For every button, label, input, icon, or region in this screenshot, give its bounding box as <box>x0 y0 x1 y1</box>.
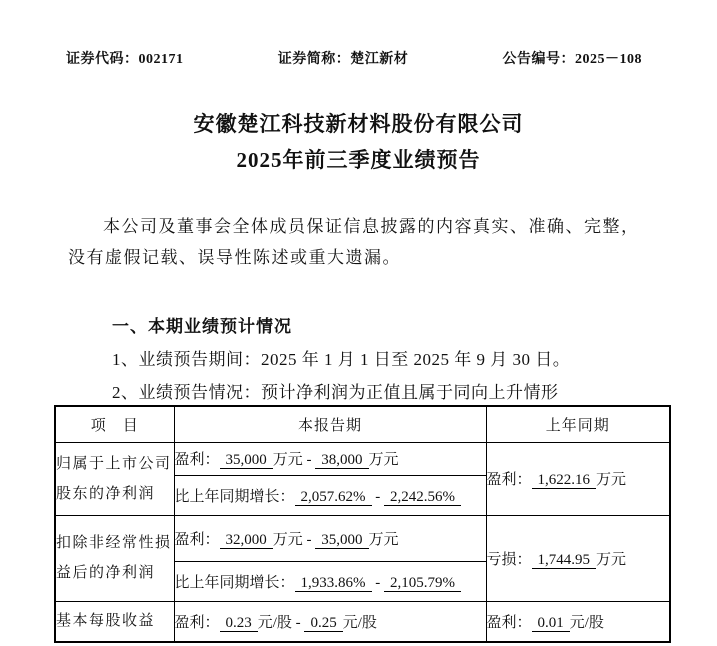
cell-current-growth-range <box>174 475 486 515</box>
cell-value: 1,622.16 <box>532 472 597 489</box>
cell-prefix: 比上年同期增长： <box>174 574 295 591</box>
cell-prefix: 盈利： <box>486 614 532 631</box>
pledge-paragraph <box>68 211 654 273</box>
cell-current-profit-range <box>174 442 486 475</box>
cell-suffix: 万元 <box>596 551 627 568</box>
pledge-line: 没有虚假记载、误导性陈述或重大遗漏。 <box>68 248 401 267</box>
cell-prefix: 盈利： <box>174 614 220 631</box>
cell-value: 0.25 <box>304 615 342 632</box>
forecast-period-line: 1、业绩预告期间：2025 年 1 月 1 日至 2025 年 9 月 30 日。 <box>112 350 571 369</box>
cell-mid: 万元 - <box>272 452 316 468</box>
report-title: 2025年前三季度业绩预告 <box>236 148 481 172</box>
cell-mid: 万元 - <box>272 531 316 548</box>
cell-mid: - <box>371 574 385 591</box>
forecast-table <box>54 405 671 643</box>
cell-prefix: 亏损： <box>486 551 532 568</box>
cell-current-eps-range <box>174 601 486 642</box>
cell-value: 1,744.95 <box>532 552 597 569</box>
cell-value: 2,057.62% <box>295 489 372 506</box>
table-row <box>55 601 670 642</box>
cell-value: 38,000 <box>315 452 368 469</box>
item-line: 股东的净利润 <box>56 485 156 502</box>
cell-prefix: 盈利： <box>174 531 220 548</box>
cell-value: 2,105.79% <box>384 575 461 592</box>
cell-mid: - <box>371 488 385 505</box>
table-row <box>55 442 670 475</box>
table-header-row <box>55 406 670 442</box>
cell-suffix: 万元 <box>368 531 399 548</box>
cell-mid: 元/股 - <box>257 614 305 631</box>
cell-suffix: 万元 <box>596 472 627 488</box>
cell-value: 35,000 <box>315 532 368 549</box>
doc-header <box>66 48 642 68</box>
cell-value: 2,242.56% <box>384 489 461 506</box>
item-line: 归属于上市公司 <box>56 455 172 472</box>
forecast-type-line: 2、业绩预告情况：预计净利润为正值且属于同向上升情形 <box>112 383 559 402</box>
table-row <box>55 515 670 561</box>
header-prior-period: 上年同期 <box>486 406 670 442</box>
announcement-number: 公告编号：2025－108 <box>502 52 642 67</box>
cell-suffix: 元/股 <box>342 614 377 631</box>
cell-prefix: 比上年同期增长： <box>174 488 295 505</box>
cell-value: 0.23 <box>220 615 258 632</box>
cell-value: 0.01 <box>532 615 570 632</box>
stock-code: 证券代码：002171 <box>66 52 184 67</box>
cell-suffix: 元/股 <box>569 614 604 631</box>
cell-value: 1,933.86% <box>295 575 372 592</box>
cell-current-profit-range <box>174 515 486 561</box>
cell-item-deducted-profit <box>55 515 174 601</box>
cell-item-net-profit <box>55 442 174 515</box>
cell-prior-deducted-profit <box>486 515 670 601</box>
cell-prior-eps <box>486 601 670 642</box>
cell-value: 32,000 <box>220 532 273 549</box>
header-current-period: 本报告期 <box>174 406 486 442</box>
cell-value: 35,000 <box>220 452 273 469</box>
pledge-line: 本公司及董事会全体成员保证信息披露的内容真实、准确、完整， <box>103 217 640 236</box>
cell-item-eps <box>55 601 174 642</box>
company-title: 安徽楚江科技新材料股份有限公司 <box>193 112 524 136</box>
cell-prefix: 盈利： <box>486 472 532 488</box>
item-line: 基本每股收益 <box>56 613 156 630</box>
header-item: 项 目 <box>55 406 174 442</box>
cell-prefix: 盈利： <box>174 452 220 468</box>
cell-current-growth-range <box>174 561 486 601</box>
item-line: 益后的净利润 <box>56 565 156 581</box>
cell-prior-net-profit <box>486 442 670 515</box>
section-heading: 一、本期业绩预计情况 <box>112 317 292 336</box>
cell-suffix: 万元 <box>368 452 399 468</box>
item-line: 扣除非经常性损 <box>56 535 172 551</box>
stock-name: 证券简称：楚江新材 <box>277 52 409 67</box>
